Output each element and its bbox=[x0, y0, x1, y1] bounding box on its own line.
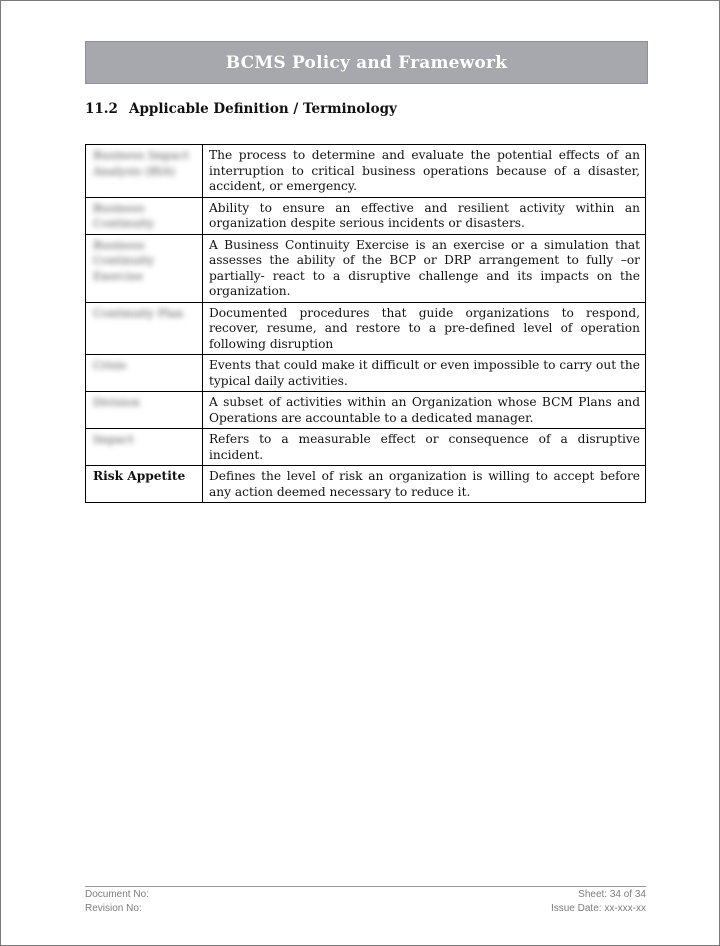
redacted-term: Continuity Plan bbox=[93, 305, 184, 320]
sheet-number: Sheet: 34 of 34 bbox=[578, 889, 646, 900]
definition-text: The process to determine and evaluate the potential effects of an interruption to critical business operations because of a disaster, accident, or emergency. bbox=[209, 148, 640, 193]
term-cell bbox=[86, 302, 203, 355]
table-row bbox=[86, 355, 646, 392]
revision-number: Revision No: bbox=[85, 903, 142, 914]
definition-text: Refers to a measurable effect or consequence of a disruptive incident. bbox=[209, 432, 640, 462]
table-row bbox=[86, 429, 646, 466]
section-number: 11.2 bbox=[85, 101, 118, 117]
section-heading bbox=[85, 101, 397, 117]
definition-text: Documented procedures that guide organizations to respond, recover, resume, and restore to a pre-defined level of operation following disruption bbox=[209, 305, 640, 351]
redacted-term: Impact bbox=[93, 432, 134, 446]
definition-text: A Business Continuity Exercise is an exercise or a simulation that assesses the ability of the BCP or DRP arrangement to fully –or partially- react to a disruptive challenge and its impacts on the organization. bbox=[209, 237, 640, 298]
redacted-term: Crisis bbox=[93, 358, 127, 372]
term-cell bbox=[86, 197, 203, 234]
table-row bbox=[86, 197, 646, 234]
redacted-term: Business Impact Analysis (BIA) bbox=[93, 148, 189, 178]
definition-cell bbox=[203, 145, 646, 198]
section-title: Applicable Definition / Terminology bbox=[129, 101, 397, 117]
definition-cell bbox=[203, 197, 646, 234]
term-cell bbox=[86, 466, 203, 503]
definition-cell bbox=[203, 302, 646, 355]
definition-text: Events that could make it difficult or even impossible to carry out the typical daily activities. bbox=[209, 358, 640, 388]
table-row bbox=[86, 466, 646, 503]
definition-text: Ability to ensure an effective and resilient activity within an organization despite serious incidents or disasters. bbox=[209, 200, 640, 230]
term-cell bbox=[86, 355, 203, 392]
definition-cell bbox=[203, 466, 646, 503]
definition-cell bbox=[203, 429, 646, 466]
issue-date: Issue Date: xx-xxx-xx bbox=[550, 903, 646, 914]
redacted-term: Business Continuity Exercise bbox=[93, 237, 155, 283]
table-row bbox=[86, 392, 646, 429]
document-title: BCMS Policy and Framework bbox=[225, 52, 508, 73]
terminology-table-body bbox=[86, 145, 646, 503]
document-title-banner bbox=[85, 41, 648, 84]
redacted-term: Division bbox=[93, 395, 140, 409]
definition-text: Defines the level of risk an organization is willing to accept before any action deemed necessary to reduce it. bbox=[209, 469, 640, 499]
footer-divider bbox=[85, 886, 646, 887]
definition-cell bbox=[203, 234, 646, 302]
term-cell bbox=[86, 392, 203, 429]
table-row bbox=[86, 302, 646, 355]
term-cell bbox=[86, 234, 203, 302]
definition-cell bbox=[203, 392, 646, 429]
table-row bbox=[86, 145, 646, 198]
term-cell bbox=[86, 145, 203, 198]
term-label: Risk Appetite bbox=[93, 469, 186, 483]
definition-text: A subset of activities within an Organization whose BCM Plans and Operations are accountable to a dedicated manager. bbox=[209, 395, 640, 425]
table-row bbox=[86, 234, 646, 302]
definition-cell bbox=[203, 355, 646, 392]
redacted-term: Business Continuity bbox=[93, 200, 155, 230]
term-cell bbox=[86, 429, 203, 466]
terminology-table bbox=[85, 144, 646, 503]
document-number: Document No: bbox=[85, 889, 149, 900]
